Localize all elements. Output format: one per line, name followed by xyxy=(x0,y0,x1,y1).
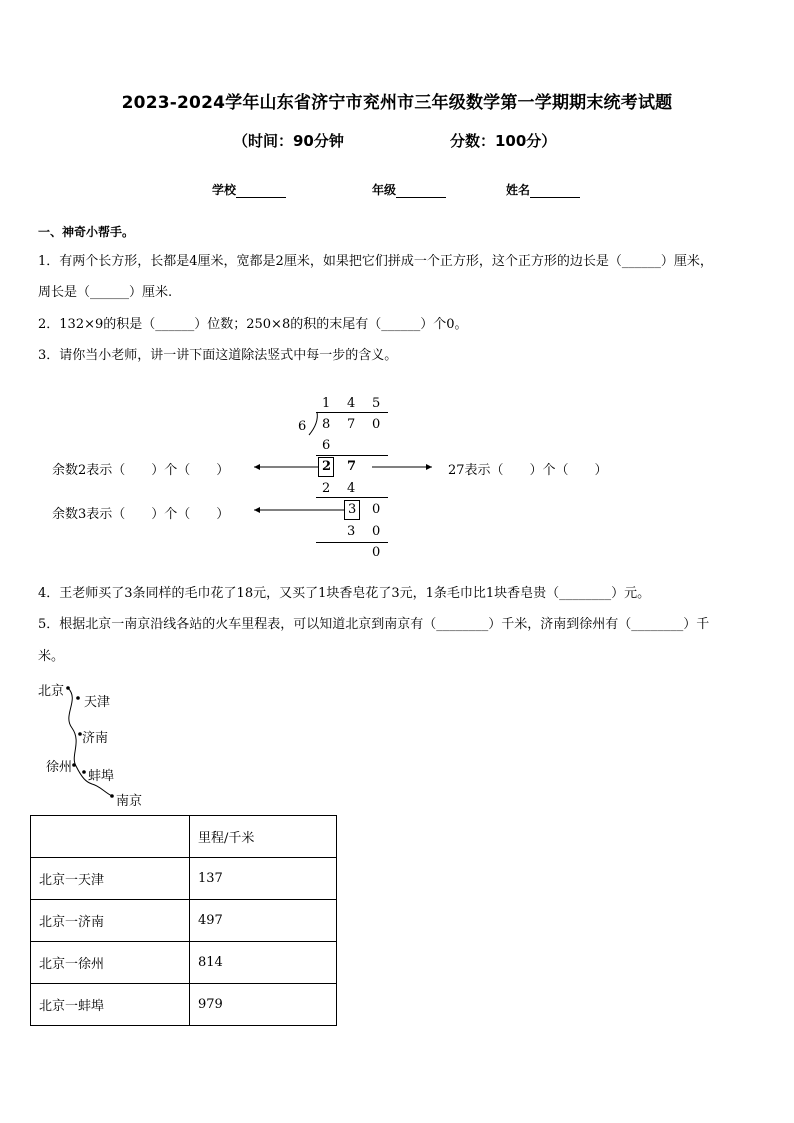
question-3: 3．请你当小老师，讲一讲下面这道除法竖式中每一步的含义。 xyxy=(38,348,398,363)
annotation-remainder-3: 余数3表示（ ）个（ ） xyxy=(52,507,230,522)
final-remainder: 0 xyxy=(372,545,381,560)
table-header-cell xyxy=(31,816,190,858)
mileage-table xyxy=(30,815,337,1026)
annotation-27: 27表示（ ）个（ ） xyxy=(448,463,608,478)
school-label: 学校 xyxy=(212,183,237,197)
quotient-digit: 5 xyxy=(372,396,381,411)
table-row xyxy=(31,858,337,900)
dividend-digit: 0 xyxy=(372,417,381,432)
route-cell: 北京一蚌埠 xyxy=(31,984,190,1026)
route-cell: 北京一天津 xyxy=(31,858,190,900)
section-heading: 一、神奇小帮手。 xyxy=(38,225,135,239)
question-4: 4．王老师买了3条同样的毛巾花了18元，又买了1块香皂花了3元，1条毛巾比1块香皂贵（________）元。 xyxy=(38,586,651,601)
remainder-digit: 3 xyxy=(348,502,357,517)
station-tianjin: 天津 xyxy=(84,695,111,710)
quotient-digit: 4 xyxy=(347,396,356,411)
step-digit: 4 xyxy=(347,481,356,496)
distance-cell: 814 xyxy=(190,942,337,984)
station-bengbu: 蚌埠 xyxy=(88,769,115,784)
step-digit: 6 xyxy=(322,438,331,453)
table-row xyxy=(31,942,337,984)
station-nanjing: 南京 xyxy=(116,794,143,809)
divisor: 6 xyxy=(298,419,307,434)
table-header-cell: 里程/千米 xyxy=(190,816,337,858)
station-jinan: 济南 xyxy=(82,731,109,746)
table-header-row xyxy=(31,816,337,858)
annotation-remainder-2: 余数2表示（ ）个（ ） xyxy=(52,463,230,478)
dividend-digit: 8 xyxy=(322,417,331,432)
exam-time: （时间：90分钟 xyxy=(233,132,344,150)
step-digit: 7 xyxy=(347,459,357,474)
question-1-line-2: 周长是（______）厘米. xyxy=(38,285,173,300)
step-digit: 0 xyxy=(372,524,381,539)
page-title: 2023-2024学年山东省济宁市兖州市三年级数学第一学期期末统考试题 xyxy=(121,93,673,113)
question-1-line-1: 1．有两个长方形，长都是4厘米，宽都是2厘米，如果把它们拼成一个正方形，这个正方形的边长是（______）厘米， xyxy=(38,254,713,269)
question-5-line-2: 米。 xyxy=(38,649,65,664)
distance-cell: 137 xyxy=(190,858,337,900)
grade-label: 年级 xyxy=(372,183,397,197)
distance-cell: 979 xyxy=(190,984,337,1026)
quotient-digit: 1 xyxy=(322,396,331,411)
step-digit: 2 xyxy=(322,481,331,496)
table-row xyxy=(31,984,337,1026)
dividend-digit: 7 xyxy=(347,417,356,432)
station-beijing: 北京 xyxy=(38,684,65,699)
step-digit: 3 xyxy=(347,524,356,539)
remainder-digit: 2 xyxy=(322,459,332,474)
question-2: 2．132×9的积是（______）位数；250×8的积的末尾有（______）个0。 xyxy=(38,317,468,332)
table-row xyxy=(31,900,337,942)
exam-score: 分数：100分） xyxy=(450,132,557,150)
route-cell: 北京一济南 xyxy=(31,900,190,942)
step-digit: 0 xyxy=(372,502,381,517)
station-xuzhou: 徐州 xyxy=(46,760,73,775)
question-5-line-1: 5．根据北京一南京沿线各站的火车里程表，可以知道北京到南京有（________）千米，济南到徐州有（________）千 xyxy=(38,617,710,632)
route-cell: 北京一徐州 xyxy=(31,942,190,984)
name-label: 姓名 xyxy=(506,183,531,197)
distance-cell: 497 xyxy=(190,900,337,942)
